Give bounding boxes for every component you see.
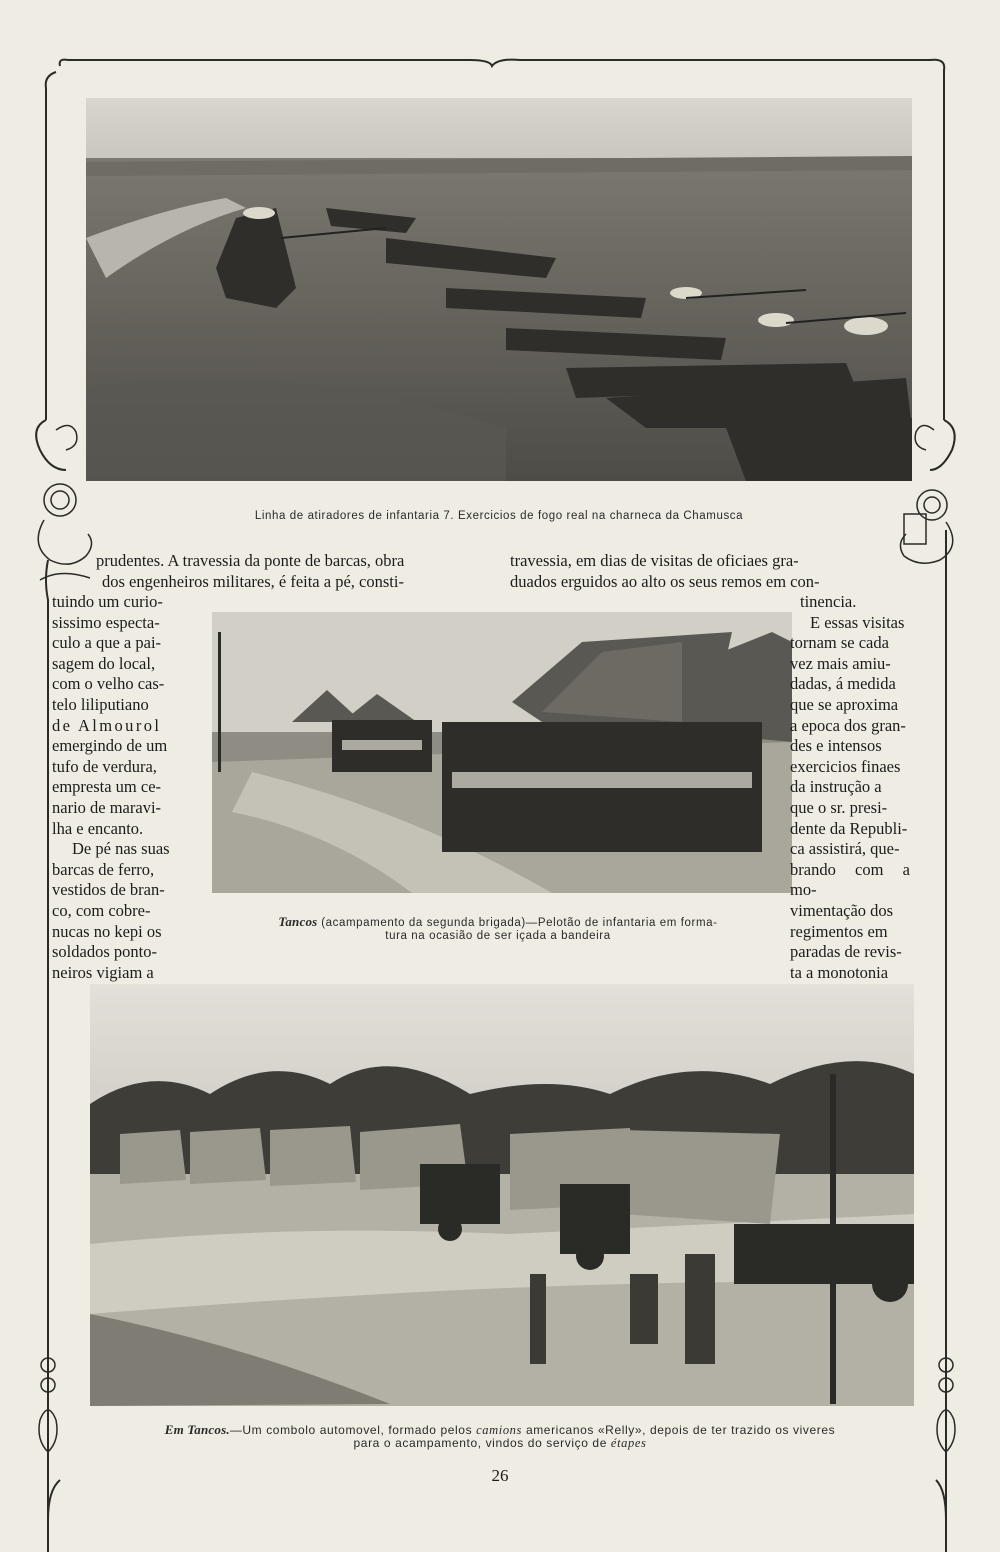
caption-bottom-line1c: americanos «Relly», depois de ter trazido os viveres [525,1423,836,1437]
text-line: soldados ponto- [52,942,157,962]
text-line: tufo de verdura, [52,756,157,776]
photo-tancos-platoon [212,612,792,893]
caption-middle-photo [212,915,784,943]
text-line: sissimo especta- [52,612,160,632]
text-line: da instrução a [790,777,882,797]
text-line: culo a que a pai- [52,633,162,653]
text-line: empresta um ce- [52,777,162,797]
left-narrow-column [52,592,197,983]
text-line: que se aproxima [790,694,899,714]
text-line: com o velho cas- [52,674,165,694]
text-line: emergindo de um [52,736,168,756]
text-line: sagem do local, [52,653,156,673]
text-line: prudentes. A travessia da ponte de barcas, obra [96,551,405,570]
text-line: nario de maravi- [52,797,162,817]
text-line: travessia, em dias de visitas de oficiaes gra- [510,551,799,570]
text-line: neiros vigiam a [52,962,154,982]
text-line: nucas no kepi os [52,921,162,941]
photo-riflemen-line [86,98,912,481]
text-line: que o sr. presi- [790,797,888,817]
left-column-top-text [96,551,476,592]
text-line: De pé nas suas [72,839,170,859]
text-line: vimentação dos [790,900,894,920]
caption-middle-line1: (acampamento da segunda brigada)—Pelotão de infantaria em forma- [321,917,718,929]
text-line: brando com a mo- [790,859,910,900]
text-line: vez mais amiu- [790,653,891,673]
text-line: vestidos de bran- [52,880,165,900]
caption-bottom-lead: Em Tancos. [164,1422,230,1437]
text-line: a epoca dos gran- [790,715,906,735]
text-line: dadas, á medida [790,674,896,694]
text-line: co, com cobre- [52,900,151,920]
text-line: exercicios finaes [790,756,901,776]
text-line: regimentos em [790,921,888,941]
page-number: 26 [491,1466,509,1485]
text-line: E essas visitas [810,612,905,632]
text-line: des e intensos [790,736,882,756]
text-line: ca assistirá, que- [790,839,900,859]
caption-top-photo [86,510,912,523]
caption-bottom-line2a: para o acampamento, vindos do serviço de [353,1436,607,1450]
caption-bottom-italic-etapes: étapes [610,1436,647,1450]
caption-bottom-photo [70,1423,930,1450]
text-line: dente da Republi- [790,818,908,838]
photo-truck-convoy [90,984,914,1406]
text-line: telo liliputiano [52,694,149,714]
text-line: tornam se cada [790,633,889,653]
caption-middle-lead: Tancos [278,914,318,929]
caption-top-text: Linha de atiradores de infantaria 7. Exercicios de fogo real na charneca da Chamusca [254,510,744,522]
caption-middle-line2: tura na ocasião de ser içada a bandeira [385,930,611,942]
caption-bottom-line1a: —Um combolo automovel, formado pelos [229,1423,473,1437]
right-narrow-column [790,592,910,1004]
text-line: de Almourol [52,715,162,735]
text-line: barcas de ferro, [52,859,155,879]
caption-bottom-italic-camions: camions [476,1423,522,1437]
text-line: lha e encanto. [52,818,144,838]
right-column-top-text [510,551,906,592]
text-line: dos engenheiros militares, é feita a pé, consti- [102,571,404,591]
text-line: tinencia. [800,592,857,611]
text-line: tuindo um curio- [52,592,163,611]
text-line: ta a monotonia [790,962,889,982]
text-line: paradas de revis- [790,942,902,962]
text-line: duados erguidos ao alto os seus remos em con- [510,571,820,591]
